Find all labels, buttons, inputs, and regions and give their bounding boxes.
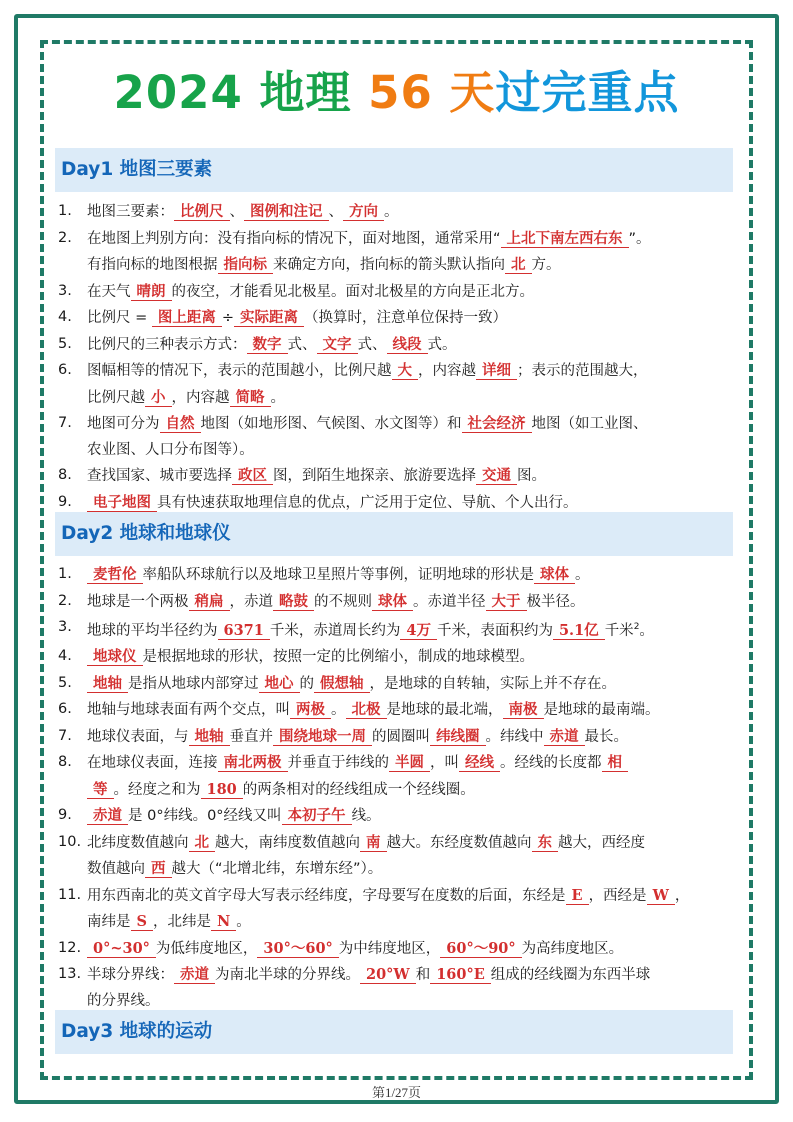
item-number: 7. (58, 415, 72, 431)
answer-blank: 简略 (230, 389, 271, 407)
answer-blank: 地心 (259, 675, 300, 693)
list-item (58, 724, 738, 751)
answer-blank: 指向标 (218, 256, 274, 274)
list-item (58, 962, 738, 989)
answer-blank: 略鼓 (273, 593, 314, 611)
item-text: 是地球的最北端， (386, 702, 503, 719)
item-text: 是地球的最南端。 (543, 702, 660, 719)
item-text: 式、 (357, 336, 387, 353)
list-item (58, 671, 738, 698)
item-text: 的夜空，才能看见北极星。面对北极星的方向是正北方。 (171, 283, 534, 300)
list-item (58, 411, 738, 438)
item-number: 5. (58, 335, 72, 352)
answer-blank: 4万 (400, 622, 437, 640)
answer-blank: 图上距离 (152, 309, 222, 327)
item-text: 的分界线。 (87, 992, 160, 1009)
answer-blank: 经线 (459, 754, 500, 772)
item-text: ÷ (221, 310, 235, 326)
list-item (58, 830, 738, 857)
item-text: 。 (331, 702, 346, 719)
day2-list (58, 562, 738, 1014)
item-text: 并垂直于纬线的 (287, 755, 389, 772)
item-text: 。赤道半径 (413, 593, 486, 610)
item-text: 在天气 (87, 283, 131, 300)
answer-blank: 大于 (486, 593, 527, 611)
item-text: ，叫 (430, 755, 459, 772)
item-text: 比例尺 = (87, 310, 152, 326)
answer-blank: 160°E (430, 966, 491, 984)
item-text: 地轴与地球表面有两个交点，叫 (87, 702, 290, 719)
answer-blank: N (211, 913, 236, 931)
item-text: 图。 (517, 468, 546, 484)
item-number: 6. (58, 362, 72, 378)
answer-blank: 0°~30° (87, 940, 156, 958)
answer-blank: 南 (360, 834, 387, 852)
list-item (58, 777, 738, 804)
item-text: 地图可分为 (87, 416, 160, 432)
list-item (58, 644, 738, 671)
item-number: 13. (58, 966, 82, 983)
list-item (58, 305, 738, 332)
item-number: 6. (58, 701, 72, 718)
answer-blank: 交通 (476, 467, 517, 485)
answer-blank: 稍扁 (189, 593, 230, 611)
answer-blank: 围绕地球一周 (273, 728, 372, 746)
answer-blank: 东 (532, 834, 559, 852)
item-text: 是根据地球的形状，按照一定的比例缩小，制成的地球模型。 (142, 649, 534, 666)
answer-blank: 地球仪 (87, 648, 143, 666)
item-text: 越大，南纬度数值越向 (215, 834, 360, 851)
answer-blank: 方向 (343, 203, 384, 221)
answer-blank: 南极 (503, 701, 544, 719)
item-text: 地球仪表面，与 (87, 728, 189, 745)
item-text: ，内容越 (171, 389, 230, 406)
answer-blank: W (647, 887, 675, 905)
item-text: （换算时，注意单位保持一致） (304, 310, 508, 326)
list-item (58, 803, 738, 830)
list-item (58, 936, 738, 963)
item-text: 查找国家、城市要选择 (87, 468, 232, 484)
answer-blank: S (131, 913, 153, 931)
answer-blank: 赤道 (544, 728, 585, 746)
answer-blank: 上北下南左西右东 (501, 230, 629, 248)
item-text: 数值越向 (87, 861, 145, 878)
answer-blank: 晴朗 (131, 283, 172, 301)
item-text: 是 0°纬线。0°经线又叫 (128, 808, 282, 825)
answer-blank: 麦哲伦 (87, 566, 143, 584)
list-item (58, 199, 738, 226)
answer-blank: 球体 (534, 566, 575, 584)
day2-heading: Day2 地球和地球仪 (55, 512, 733, 556)
item-number: 2. (58, 229, 72, 246)
answer-blank: 政区 (232, 467, 273, 485)
item-number: 4. (58, 648, 72, 665)
list-item (58, 697, 738, 724)
list-item (58, 909, 738, 936)
item-text: 农业图、人口分布图等）。 (87, 441, 254, 458)
day1-list (58, 199, 738, 516)
answer-blank: 赤道 (87, 807, 128, 825)
item-number: 1. (58, 203, 72, 219)
item-text: 最长。 (584, 728, 628, 745)
item-text: 。 (384, 204, 399, 220)
item-text: 的 (299, 675, 314, 692)
answer-blank: 本初子午 (282, 807, 352, 825)
item-text: ，北纬是 (152, 914, 211, 931)
answer-blank: 小 (145, 389, 172, 407)
item-text: 是指从地球内部穿过 (128, 675, 259, 692)
title-part-rest: 过完重点 (495, 66, 680, 119)
item-text: 为高纬度地区。 (521, 940, 624, 957)
item-number: 1. (58, 566, 72, 582)
item-text: ”。 (628, 230, 651, 247)
item-text: 用东西南北的英文首字母大写表示经纬度，字母要写在度数的后面，东经是 (87, 887, 566, 904)
item-text: 图幅相等的情况下，表示的范围越小，比例尺越 (87, 363, 392, 379)
item-text: 。 (270, 389, 285, 406)
item-text: 。 (639, 622, 654, 639)
item-number: 9. (58, 807, 72, 824)
item-text: 具有快速获取地理信息的优点，广泛用于定位、导航、个人出行。 (157, 494, 578, 511)
answer-blank: 30°～60° (257, 940, 338, 958)
item-text: 和 (415, 967, 431, 984)
item-text: 地球是一个两极 (87, 593, 189, 610)
item-text: 地图（如地形图、气候图、水文图等）和 (200, 416, 462, 432)
answer-blank: 北 (505, 256, 532, 274)
item-text: 组成的经线圈为东西半球 (490, 967, 651, 984)
item-number: 2. (58, 592, 72, 609)
item-text: 方。 (531, 257, 561, 273)
item-text: 越大，西经度 (558, 834, 645, 851)
answer-blank: 地轴 (87, 675, 128, 693)
item-text: 式、 (287, 336, 317, 353)
list-item (58, 589, 738, 616)
item-number: 5. (58, 674, 72, 691)
item-text: 的两条相对的经线组成一个经线圈。 (242, 781, 475, 798)
list-item (58, 615, 738, 644)
answer-blank: 5.1亿 (553, 622, 605, 640)
item-text: 极半径。 (526, 593, 585, 610)
answer-blank: 西 (145, 860, 172, 878)
item-text: 北纬度数值越向 (87, 834, 189, 851)
list-item (58, 358, 738, 385)
list-item (58, 883, 738, 910)
item-text: 来确定方向，指向标的箭头默认指向 (273, 257, 505, 273)
item-number: 4. (58, 309, 72, 325)
item-number: 3. (58, 282, 72, 299)
item-number: 8. (58, 754, 72, 771)
item-text: 的不规则 (314, 593, 372, 610)
item-text: 的圆圈叫 (372, 728, 430, 745)
list-item (58, 226, 738, 253)
answer-blank: 大 (392, 362, 419, 380)
answer-blank: 赤道 (174, 966, 215, 984)
item-text: 千米，表面积约为 (436, 622, 553, 639)
item-text: 式。 (427, 336, 457, 353)
item-text: 越大。东经度数值越向 (386, 834, 532, 851)
item-text: 比例尺越 (87, 389, 145, 406)
answer-blank: 北极 (346, 701, 387, 719)
item-text: 南纬是 (87, 914, 131, 931)
item-text: 比例尺的三种表示方式： (87, 336, 247, 353)
item-text: 地图三要素： (87, 204, 174, 220)
item-number: 3. (58, 619, 72, 635)
item-text: 为南北半球的分界线。 (215, 967, 360, 984)
answer-blank: 等 (87, 781, 114, 799)
answer-blank: 图例和注记 (244, 203, 329, 221)
item-text: ；表示的范围越大， (517, 363, 648, 379)
list-item (58, 385, 738, 412)
page-title (40, 56, 753, 121)
answer-blank: 线段 (387, 336, 428, 354)
answer-blank: 南北两极 (218, 754, 288, 772)
list-item (58, 252, 738, 279)
day3-heading: Day3 地球的运动 (55, 1010, 733, 1054)
item-text: 。经度之和为 (113, 781, 201, 798)
item-text: 率船队环球航行以及地球卫星照片等事例，证明地球的形状是 (142, 567, 534, 583)
item-number: 7. (58, 727, 72, 744)
item-text: 。 (575, 567, 590, 583)
item-text: 为中纬度地区， (338, 940, 441, 957)
item-text: 千米，赤道周长约为 (269, 622, 401, 639)
item-text: 在地图上判别方向：没有指向标的情况下，面对地图，通常采用“ (87, 230, 501, 247)
item-text: 、 (328, 204, 343, 220)
item-text: 垂直并 (229, 728, 273, 745)
list-item (58, 332, 738, 359)
list-item (58, 856, 738, 883)
answer-blank: 实际距离 (234, 309, 304, 327)
answer-blank: 180 (201, 781, 243, 799)
item-number: 12. (58, 939, 82, 956)
superscript: 2 (633, 622, 640, 632)
item-text: 、 (229, 204, 244, 220)
item-number: 10. (58, 833, 82, 850)
page-number: 第1/27页 (371, 1085, 422, 1100)
list-item (58, 279, 738, 306)
item-number: 9. (58, 493, 72, 510)
item-text: 有指向标的地图根据 (87, 257, 218, 273)
item-text: 越大（“北增北纬，东增东经”）。 (171, 861, 383, 878)
title-part-year: 2024 地理 (113, 66, 352, 119)
title-part-days: 56 天 (368, 66, 496, 119)
answer-blank: 6371 (218, 622, 270, 640)
answer-blank: 纬线圈 (430, 728, 486, 746)
item-text: ，赤道 (229, 593, 273, 610)
answer-blank: 60°～90° (440, 940, 521, 958)
item-text: 。纬线中 (485, 728, 544, 745)
item-text: 在地球仪表面，连接 (87, 755, 218, 772)
answer-blank: 相 (602, 754, 629, 772)
answer-blank: 详细 (476, 362, 517, 380)
answer-blank: 两极 (290, 701, 331, 719)
item-text: ，是地球的自转轴，实际上并不存在。 (369, 675, 616, 692)
item-text: 。 (236, 914, 251, 931)
item-text: 地图（如工业图、 (531, 416, 648, 432)
answer-blank: 社会经济 (462, 415, 532, 433)
answer-blank: 20°W (360, 966, 416, 984)
item-text: 线。 (351, 808, 381, 825)
answer-blank: 半圆 (389, 754, 430, 772)
item-number: 11. (58, 886, 82, 903)
answer-blank: 自然 (160, 415, 201, 433)
day1-heading: Day1 地图三要素 (55, 148, 733, 192)
item-text: ，西经是 (588, 887, 647, 904)
answer-blank: 比例尺 (174, 203, 230, 221)
item-number: 8. (58, 467, 72, 483)
list-item (58, 438, 738, 464)
list-item (58, 463, 738, 490)
item-text: 千米 (604, 622, 634, 639)
item-text: ， (674, 887, 690, 904)
answer-blank: 球体 (372, 593, 413, 611)
list-item (58, 750, 738, 777)
item-text: 为低纬度地区， (155, 940, 258, 957)
answer-blank: 地轴 (189, 728, 230, 746)
answer-blank: 电子地图 (87, 494, 157, 512)
answer-blank: E (566, 887, 589, 905)
item-text: 地球的平均半径约为 (87, 622, 218, 639)
item-text: 图，到陌生地探亲、旅游要选择 (273, 468, 476, 484)
item-text: 半球分界线： (87, 967, 174, 984)
answer-blank: 文字 (317, 336, 358, 354)
item-text: ，内容越 (418, 363, 476, 379)
list-item (58, 562, 738, 589)
item-text: 。经线的长度都 (500, 755, 602, 772)
answer-blank: 数字 (247, 336, 288, 354)
answer-blank: 北 (189, 834, 216, 852)
answer-blank: 假想轴 (314, 675, 370, 693)
